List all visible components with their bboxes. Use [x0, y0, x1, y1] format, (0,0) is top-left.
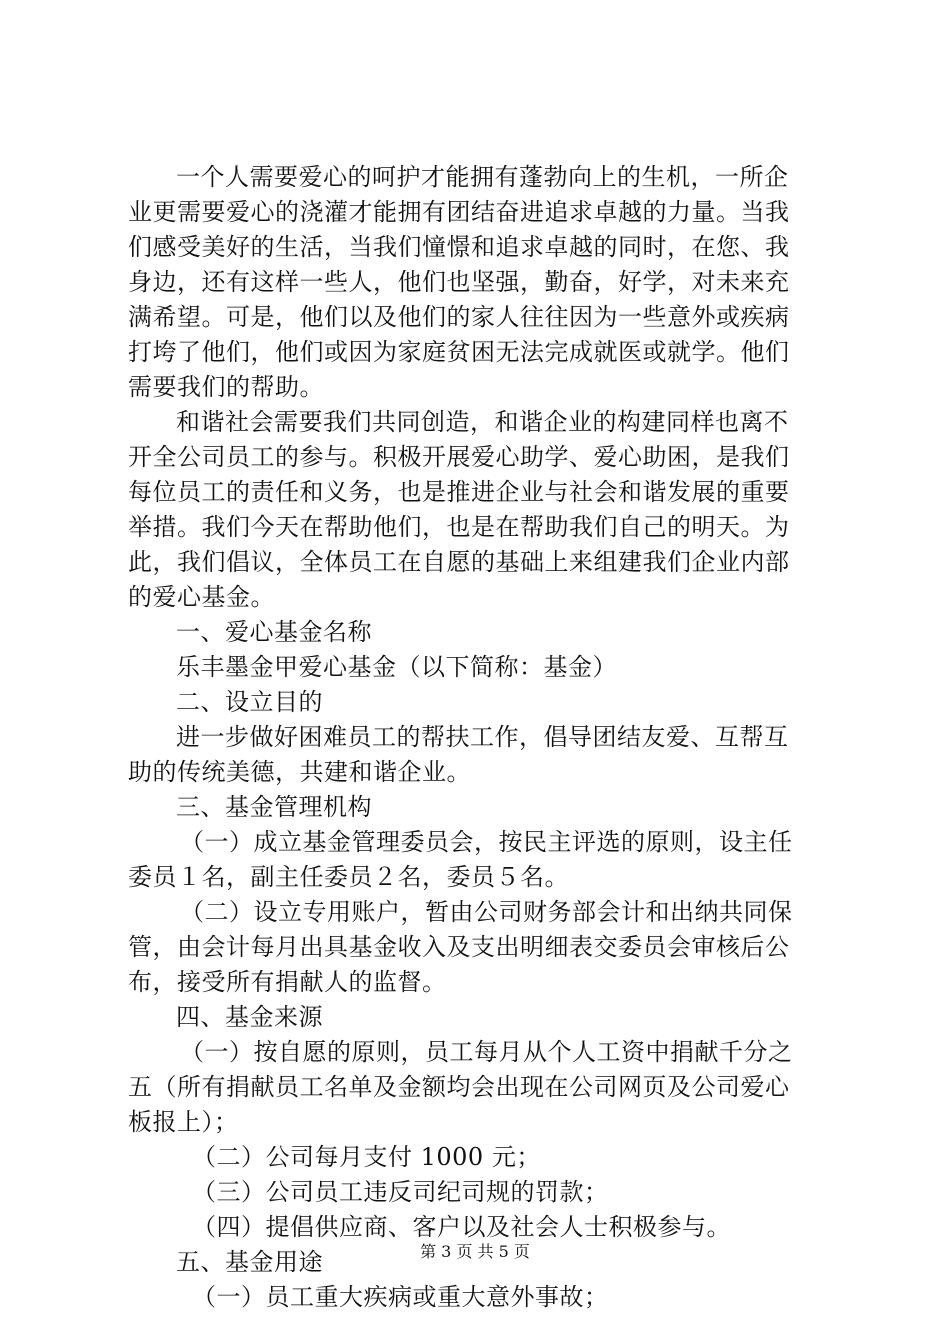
text-line: （一）成立基金管理委员会，按民主评选的原则，设主任: [180, 828, 793, 856]
text-line: 的爱心基金。: [128, 583, 275, 611]
text-line: 一、爱心基金名称: [176, 618, 372, 646]
text-line: 五、基金用途: [176, 1248, 323, 1276]
text-line: 板报上）；: [128, 1108, 239, 1136]
text-line: 布，接受所有捐献人的监督。: [128, 968, 447, 996]
text-line: 四、基金来源: [176, 1003, 323, 1031]
text-line: （二）公司每月支付 1000 元；: [192, 1143, 541, 1171]
text-line: 乐丰墨金甲爱心基金（以下简称：基金）: [176, 653, 617, 681]
text-line: 每位员工的责任和义务，也是推进企业与社会和谐发展的重要: [128, 478, 790, 506]
document-body: [128, 160, 828, 1315]
text-line: （三）公司员工违反司纪司规的罚款；: [192, 1178, 609, 1206]
text-line: 满希望。可是，他们以及他们的家人往往因为一些意外或疾病: [128, 303, 790, 331]
text-line: 此，我们倡议，全体员工在自愿的基础上来组建我们企业内部: [128, 548, 790, 576]
text-line: （二）设立专用账户，暂由公司财务部会计和出纳共同保: [180, 898, 793, 926]
text-line: 开全公司员工的参与。积极开展爱心助学、爱心助困，是我们: [128, 443, 790, 471]
text-line: 三、基金管理机构: [176, 793, 372, 821]
text-line: （一）按自愿的原则，员工每月从个人工资中捐献千分之: [180, 1038, 793, 1066]
text-line: 委员１名，副主任委员２名，委员５名。: [128, 863, 569, 891]
text-line: 举措。我们今天在帮助他们，也是在帮助我们自己的明天。为: [128, 513, 790, 541]
page-footer: 第 3 页 共 5 页: [420, 1242, 530, 1261]
text-line: 身边，还有这样一些人，他们也坚强，勤奋，好学，对未来充: [128, 268, 790, 296]
text-line: 打垮了他们，他们或因为家庭贫困无法完成就医或就学。他们: [128, 338, 790, 366]
text-line: 业更需要爱心的浇灌才能拥有团结奋进追求卓越的力量。当我: [128, 198, 790, 226]
text-line: （一）员工重大疾病或重大意外事故；: [192, 1283, 609, 1311]
text-line: 需要我们的帮助。: [128, 373, 324, 401]
text-line: 二、设立目的: [176, 688, 323, 716]
text-line: 进一步做好困难员工的帮扶工作，倡导团结友爱、互帮互: [176, 723, 789, 751]
text-line: 管，由会计每月出具基金收入及支出明细表交委员会审核后公: [128, 933, 790, 961]
text-line: 一个人需要爱心的呵护才能拥有蓬勃向上的生机，一所企: [176, 163, 789, 191]
text-line: 们感受美好的生活，当我们憧憬和追求卓越的同时，在您、我: [128, 233, 790, 261]
text-line: 助的传统美德，共建和谐企业。: [128, 758, 471, 786]
text-line: （四）提倡供应商、客户以及社会人士积极参与。: [192, 1213, 731, 1241]
text-line: 和谐社会需要我们共同创造，和谐企业的构建同样也离不: [176, 408, 789, 436]
text-line: 五（所有捐献员工名单及金额均会出现在公司网页及公司爱心: [128, 1073, 790, 1101]
